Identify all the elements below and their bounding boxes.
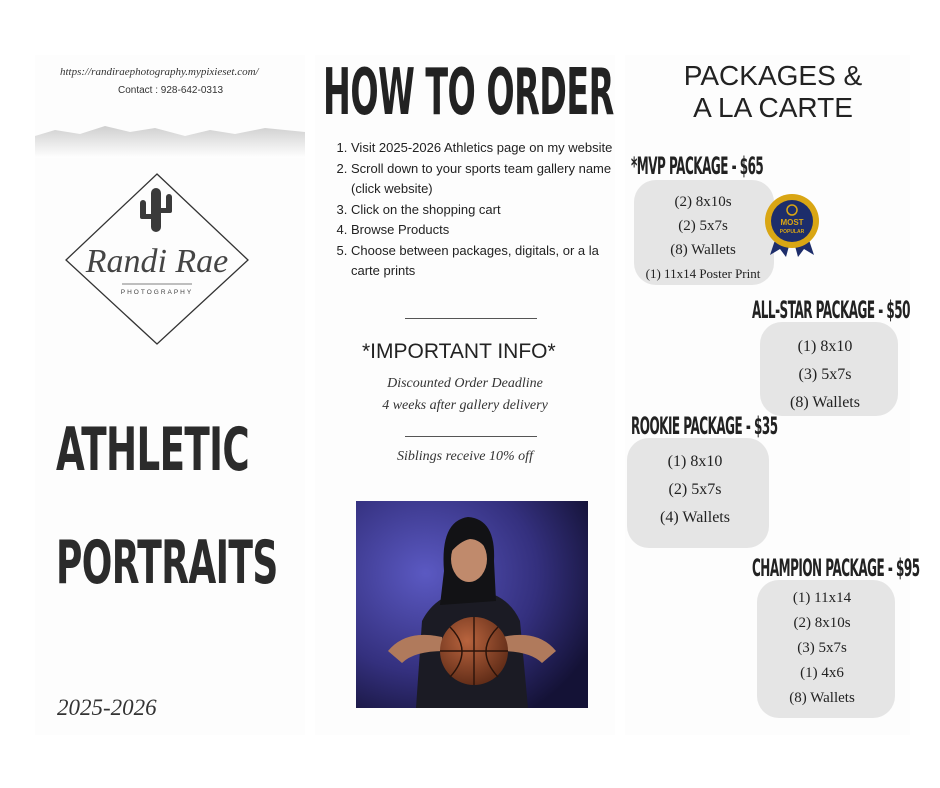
package-item: (8) Wallets (670, 242, 736, 258)
important-info-heading: *IMPORTANT INFO* (362, 340, 556, 363)
cactus-icon (140, 188, 172, 232)
package-item: (2) 5x7s (668, 481, 722, 498)
order-step: 4. Browse Products (351, 220, 631, 241)
rookie-package-title: ROOKIE PACKAGE - $35 (631, 412, 778, 440)
package-item: (1) 4x6 (800, 665, 844, 681)
all-star-package-items (760, 333, 890, 417)
deadline-line-1: Discounted Order Deadline (387, 376, 543, 391)
order-step: 5. Choose between packages, digitals, or a la carte prints (351, 241, 631, 282)
season-year: 2025-2026 (57, 695, 157, 720)
champion-package-title: CHAMPION PACKAGE - $95 (752, 554, 920, 582)
package-item: (3) 5x7s (797, 640, 847, 656)
package-item: (1) 8x10 (667, 453, 723, 470)
logo-script-name: Randi Rae (85, 243, 229, 280)
package-item: (2) 5x7s (678, 218, 728, 234)
packages-heading-line1: PACKAGES & (683, 60, 863, 91)
order-step: 3. Click on the shopping cart (351, 200, 631, 221)
mountain-banner (35, 118, 305, 178)
packages-heading-line2: A LA CARTE (693, 92, 853, 123)
athlete-photo (356, 501, 588, 708)
deadline-line-2: 4 weeks after gallery delivery (382, 398, 548, 413)
package-item: (1) 11x14 Poster Print (645, 266, 761, 281)
all-star-package-title: ALL-STAR PACKAGE - $50 (752, 296, 910, 324)
order-step: 1. Visit 2025-2026 Athletics page on my website (351, 138, 631, 159)
package-item: (4) Wallets (660, 509, 730, 526)
package-item: (3) 5x7s (798, 366, 852, 383)
packages-heading (643, 60, 903, 124)
mvp-package-title: *MVP PACKAGE - $65 (631, 152, 764, 180)
package-item: (2) 8x10s (793, 615, 851, 631)
cover-title-line2: PORTRAITS (56, 528, 278, 598)
package-item: (2) 8x10s (674, 194, 732, 210)
divider (405, 318, 537, 319)
rookie-package-items (630, 448, 760, 532)
website-url[interactable]: https://randiraephotography.mypixieset.com/ (60, 66, 259, 78)
photography-logo (62, 172, 252, 347)
most-popular-badge-icon (762, 193, 822, 257)
package-item: (1) 8x10 (797, 338, 853, 355)
svg-text:MOST: MOST (780, 218, 804, 227)
champion-package-items (760, 586, 884, 711)
package-item: (8) Wallets (789, 690, 855, 706)
siblings-discount: Siblings receive 10% off (397, 449, 533, 464)
svg-text:POPULAR: POPULAR (779, 229, 805, 235)
contact-phone: Contact : 928-642-0313 (118, 85, 224, 96)
order-step: 2. Scroll down to your sports team gallery name (click website) (351, 159, 631, 200)
divider (405, 436, 537, 437)
cover-title-line1: ATHLETIC (56, 415, 250, 485)
order-steps (329, 138, 631, 282)
logo-subline: PHOTOGRAPHY (120, 289, 194, 296)
package-item: (1) 11x14 (792, 590, 852, 606)
package-item: (8) Wallets (790, 394, 860, 411)
how-to-order-heading: HOW TO ORDER (323, 56, 614, 130)
